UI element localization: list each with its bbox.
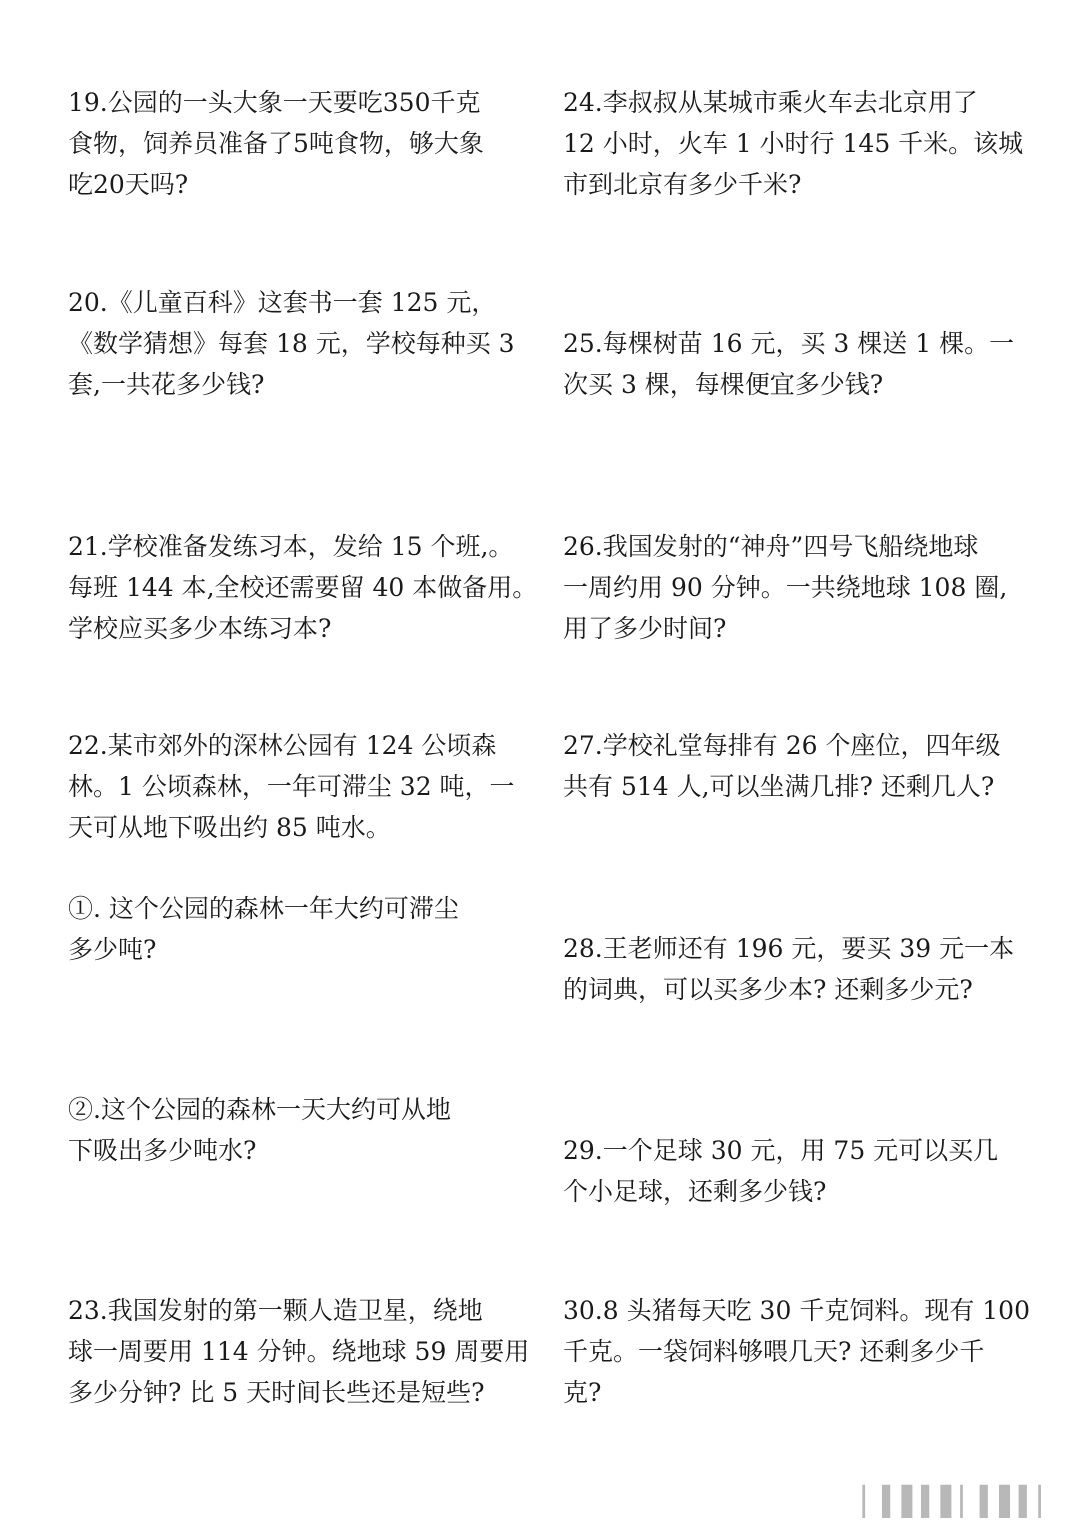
problem-line: ①. 这个公园的森林一年大约可滞尘 (68, 894, 459, 923)
problem-22 (68, 725, 515, 848)
problem-26 (563, 526, 1007, 649)
problem-line: 《数学猜想》每套 18 元，学校每种买 3 (68, 329, 515, 358)
problem-line: 下吸出多少吨水? (68, 1136, 257, 1165)
problem-line: 22.某市郊外的深林公园有 124 公顷森 (68, 731, 497, 760)
problem-line: 25.每棵树苗 16 元，买 3 棵送 1 棵。一 (563, 329, 1015, 358)
problem-28 (563, 928, 1014, 1010)
problem-line: 市到北京有多少千米? (563, 170, 802, 199)
problem-line: 天可从地下吸出约 85 吨水。 (68, 813, 391, 842)
problem-line: 23.我国发射的第一颗人造卫星，绕地 (68, 1296, 483, 1325)
problem-line: 21.学校准备发练习本，发给 15 个班,。 (68, 532, 514, 561)
problem-25 (563, 323, 1014, 405)
problem-line: 24.李叔叔从某城市乘火车去北京用了 (563, 88, 978, 117)
problem-line: 吃20天吗? (68, 170, 189, 199)
problem-21 (68, 526, 537, 649)
problem-line: 26.我国发射的“神舟”四号飞船绕地球 (563, 532, 979, 561)
problem-22-part-2 (68, 1089, 451, 1171)
problem-27 (563, 725, 1000, 807)
problem-line: 多少分钟? 比 5 天时间长些还是短些? (68, 1378, 485, 1407)
problem-line: ②.这个公园的森林一天大约可从地 (68, 1095, 451, 1124)
problem-line: 共有 514 人,可以坐满几排? 还剩几人? (563, 772, 995, 801)
watermark-bars-icon: ▏▍▌▍▌▏▍▌▍▏ (862, 1485, 1058, 1518)
problem-line: 球一周要用 114 分钟。绕地球 59 周要用 (68, 1337, 530, 1366)
problem-30 (563, 1290, 1030, 1413)
problem-line: 每班 144 本,全校还需要留 40 本做备用。 (68, 573, 538, 602)
problem-line: 多少吨? (68, 935, 157, 964)
problem-line: 千克。一袋饲料够喂几天? 还剩多少千 (563, 1337, 985, 1366)
problem-23 (68, 1290, 529, 1413)
problem-line: 学校应买多少本练习本? (68, 614, 332, 643)
problem-line: 克? (563, 1378, 602, 1407)
problem-line: 套,一共花多少钱? (68, 370, 265, 399)
problem-line: 用了多少时间? (563, 614, 727, 643)
problem-line: 个小足球，还剩多少钱? (563, 1177, 827, 1206)
problem-20 (68, 282, 515, 405)
problem-22-part-1 (68, 888, 459, 970)
problem-line: 的词典，可以买多少本? 还剩多少元? (563, 975, 973, 1004)
problem-line: 次买 3 棵，每棵便宜多少钱? (563, 370, 884, 399)
problem-line: 一周约用 90 分钟。一共绕地球 108 圈, (563, 573, 1008, 602)
problem-29 (563, 1130, 998, 1212)
problem-24 (563, 82, 1023, 205)
problem-line: 28.王老师还有 196 元，要买 39 元一本 (563, 934, 1015, 963)
problem-19 (68, 82, 484, 205)
problem-line: 20.《儿童百科》这套书一套 125 元， (68, 288, 497, 317)
problem-line: 12 小时，火车 1 小时行 145 千米。该城 (563, 129, 1024, 158)
problem-line: 林。1 公顷森林，一年可滞尘 32 吨，一 (68, 772, 515, 801)
problem-line: 19.公园的一头大象一天要吃350千克 (68, 88, 481, 117)
problem-line: 30.8 头猪每天吃 30 千克饲料。现有 100 (563, 1296, 1030, 1325)
problem-line: 食物，饲养员准备了5吨食物，够大象 (68, 129, 484, 158)
problem-line: 29.一个足球 30 元，用 75 元可以买几 (563, 1136, 999, 1165)
problem-line: 27.学校礼堂每排有 26 个座位，四年级 (563, 731, 1001, 760)
